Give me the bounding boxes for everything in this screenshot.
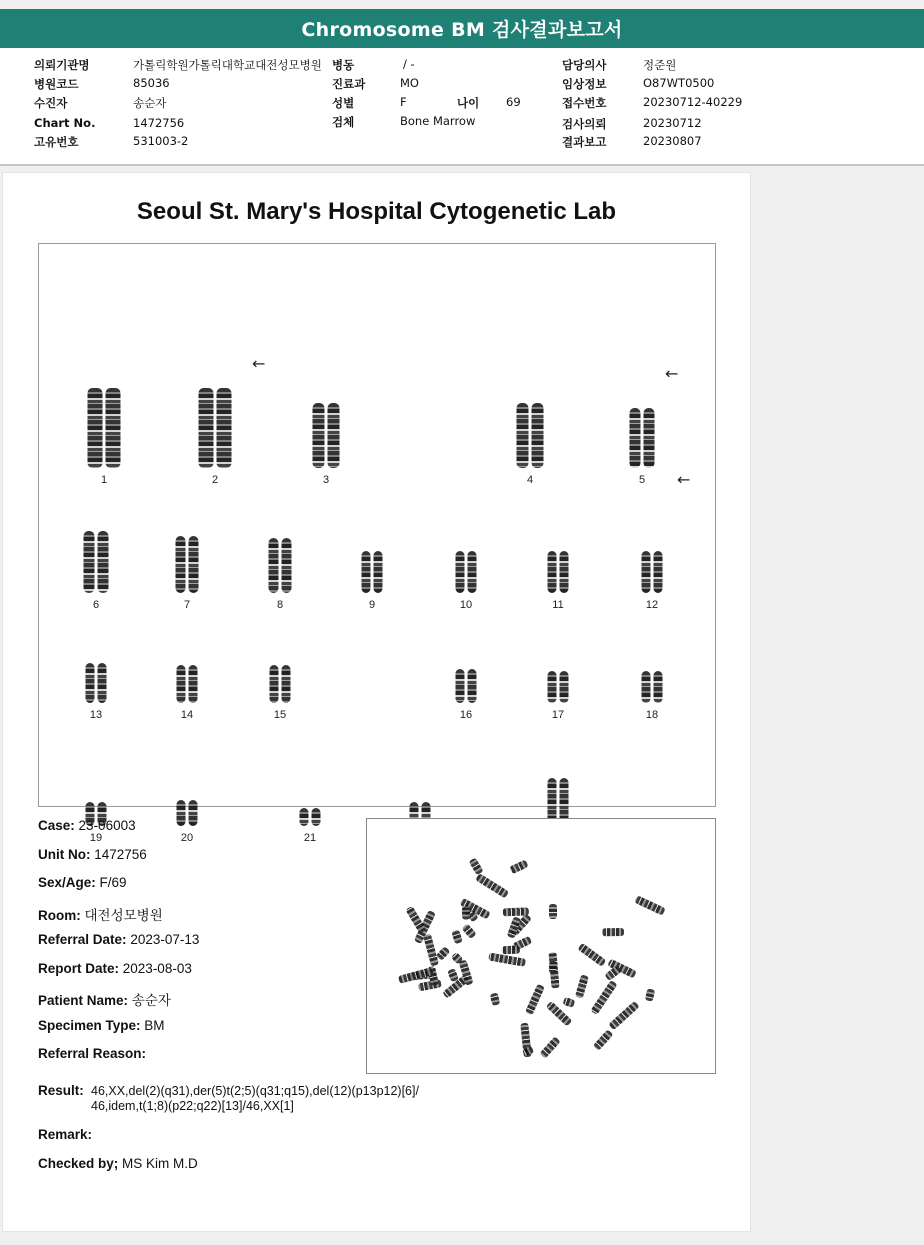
chromatid xyxy=(532,403,544,468)
chromosome-image xyxy=(548,671,569,703)
result-report-value: 20230807 xyxy=(643,134,702,148)
chromosome-pair-7 xyxy=(161,524,213,611)
chromosome-pair-10 xyxy=(440,539,492,611)
top-strip xyxy=(0,0,924,8)
chromatid xyxy=(98,531,109,593)
specimen-type-label: Specimen Type: xyxy=(38,1018,141,1033)
chromosome-image xyxy=(177,665,198,703)
remark-label: Remark: xyxy=(38,1127,93,1142)
sexage-label: Sex/Age: xyxy=(38,875,96,890)
chromatid xyxy=(282,538,292,593)
referral-reason-line xyxy=(38,1046,146,1061)
chromatid xyxy=(630,408,641,468)
chromosome-pair-2 xyxy=(189,376,241,486)
chromosome-label: 21 xyxy=(303,832,317,844)
chromosome-label: 15 xyxy=(273,709,287,721)
arrow-icon: ← xyxy=(665,364,679,383)
metaphase-chromosome xyxy=(503,908,529,917)
request-label: 검사의뢰 xyxy=(562,117,607,131)
case-label: Case: xyxy=(38,818,75,833)
chromatid xyxy=(517,403,529,468)
unit-line xyxy=(38,847,147,862)
chromosome-image xyxy=(177,800,198,826)
chromosome-pair-20 xyxy=(161,788,213,844)
metaphase-chromosome xyxy=(489,992,500,1006)
metaphase-chromosome xyxy=(578,943,607,967)
chromosome-pair-18 xyxy=(626,659,678,721)
chromosome-pair-9 xyxy=(346,539,398,611)
chromosome-image xyxy=(630,408,655,468)
report-date-line xyxy=(38,961,192,976)
chromosome-label: 19 xyxy=(89,832,103,844)
metaphase-chromosome xyxy=(549,960,558,973)
arrow-icon: ← xyxy=(252,354,266,373)
chromosome-label: 6 xyxy=(92,599,100,611)
chromatid xyxy=(468,669,477,703)
chromosome-pair-6 xyxy=(70,519,122,611)
chromosome-image xyxy=(88,388,121,468)
chromosome-pair-4 xyxy=(504,391,556,486)
dept-label: 진료과 xyxy=(332,77,366,91)
chromosome-label: 11 xyxy=(552,599,564,611)
report-date-label: Report Date: xyxy=(38,961,120,976)
referral-date-label: Referral Date: xyxy=(38,932,127,947)
referral-reason-label: Referral Reason: xyxy=(38,1046,147,1061)
institution-label: 의뢰기관명 xyxy=(34,58,90,72)
chromosome-image xyxy=(199,388,232,468)
unique-label: 고유번호 xyxy=(34,135,79,149)
metaphase-image xyxy=(366,818,716,1074)
metaphase-chromosome xyxy=(604,965,622,981)
room-line xyxy=(38,904,163,924)
sexage-line xyxy=(38,875,127,890)
report-title: Chromosome BM 검사결과보고서 xyxy=(301,19,623,41)
chromatid xyxy=(313,403,325,468)
chromatid xyxy=(282,665,291,703)
report-title-bar xyxy=(0,9,924,48)
case-value: 23-06003 xyxy=(78,818,136,833)
metaphase-chromosome xyxy=(488,952,526,966)
patient-line xyxy=(38,989,171,1009)
chromatid xyxy=(456,551,465,593)
chromatid xyxy=(328,403,340,468)
chromatid xyxy=(654,671,663,703)
chromatid xyxy=(189,665,198,703)
metaphase-chromosome xyxy=(510,860,529,875)
metaphase-chromosome xyxy=(502,946,520,955)
unit-label: Unit No: xyxy=(38,847,91,862)
patient-info-panel xyxy=(0,48,924,166)
report-date-value: 2023-08-03 xyxy=(122,961,192,976)
chromatid xyxy=(199,388,214,468)
chromatid xyxy=(642,671,651,703)
checked-value: MS Kim M.D xyxy=(122,1156,198,1171)
doctor-value: 정준원 xyxy=(643,58,677,72)
chromosome-pair-15 xyxy=(254,653,306,721)
chromatid xyxy=(269,538,279,593)
chromosome-pair-16 xyxy=(440,657,492,721)
chart-label: Chart No. xyxy=(34,116,96,130)
case-line xyxy=(38,818,136,833)
doctor-label: 담당의사 xyxy=(562,58,607,72)
sexage-value: F/69 xyxy=(99,875,127,890)
chromosome-label: 3 xyxy=(322,474,330,486)
arrow-icon: ← xyxy=(677,470,691,489)
chromatid xyxy=(106,388,121,468)
chromosome-pair-17 xyxy=(532,659,584,721)
sex-label: 성별 xyxy=(332,96,355,110)
chromatid xyxy=(456,669,465,703)
chromatid xyxy=(644,408,655,468)
chromosome-label: 13 xyxy=(89,709,103,721)
patient-label: Patient Name: xyxy=(38,993,129,1008)
ward-value: / - xyxy=(403,57,415,71)
chromosome-image xyxy=(456,669,477,703)
metaphase-chromosome xyxy=(462,907,470,920)
request-value: 20230712 xyxy=(643,116,702,130)
chromosome-pair-21 xyxy=(284,796,336,844)
chromosome-image xyxy=(642,551,663,593)
checked-label: Checked by; xyxy=(38,1156,119,1171)
karyotype-line-2: 46,idem,t(1;8)(p22;q22)[13]/46,XX[1] xyxy=(91,1099,294,1113)
metaphase-chromosome xyxy=(525,984,545,1015)
chromosome-image xyxy=(176,536,199,593)
specimen-value: Bone Marrow xyxy=(400,114,476,128)
chromatid xyxy=(88,388,103,468)
metaphase-chromosome xyxy=(645,988,655,1002)
chromatid xyxy=(468,551,477,593)
chromosome-pair-5 xyxy=(616,396,668,486)
sex-value: F xyxy=(400,95,407,109)
chromatid xyxy=(189,800,198,826)
chromosome-image xyxy=(300,808,321,826)
clinical-value: O87WT0500 xyxy=(643,76,715,90)
chromosome-image xyxy=(362,551,383,593)
checked-line xyxy=(38,1156,198,1171)
chromosome-pair-14 xyxy=(161,653,213,721)
chromosome-image xyxy=(456,551,477,593)
chromosome-pair-8 xyxy=(254,526,306,611)
chromosome-pair-3 xyxy=(300,391,352,486)
chromatid xyxy=(86,663,95,703)
specimen-type-value: BM xyxy=(144,1018,165,1033)
metaphase-chromosome xyxy=(468,857,483,875)
chromatid xyxy=(548,671,557,703)
metaphase-chromosome xyxy=(608,1000,639,1029)
patient-value: 송순자 xyxy=(131,993,171,1008)
lab-title: Seoul St. Mary's Hospital Cytogenetic Lab xyxy=(136,198,617,225)
metaphase-chromosome xyxy=(475,873,509,899)
chromosome-image xyxy=(517,403,544,468)
chromatid xyxy=(560,671,569,703)
result-label: Result: xyxy=(38,1083,84,1098)
chromosome-image xyxy=(642,671,663,703)
institution-value: 가톨릭학원가톨릭대학교대전성모병원 xyxy=(133,58,322,72)
chromatid xyxy=(300,808,309,826)
chromosome-label: 4 xyxy=(526,474,534,486)
remark-line xyxy=(38,1127,92,1142)
chromosome-label: 12 xyxy=(645,599,659,611)
metaphase-chromosome xyxy=(591,980,618,1015)
examinee-value: 송순자 xyxy=(133,96,167,110)
specimen-type-line xyxy=(38,1018,165,1033)
chromosome-label: 5 xyxy=(638,474,646,486)
chromatid xyxy=(98,663,107,703)
chart-value: 1472756 xyxy=(133,116,185,130)
metaphase-chromosome xyxy=(563,997,576,1008)
chromatid xyxy=(548,551,557,593)
chromosome-label: 1 xyxy=(100,474,108,486)
chromosome-pair-12 xyxy=(626,539,678,611)
chromatid xyxy=(560,551,569,593)
chromosome-label: 8 xyxy=(276,599,284,611)
chromosome-label: 20 xyxy=(180,832,194,844)
chromatid xyxy=(642,551,651,593)
chromatid xyxy=(84,531,95,593)
hospital-code-value: 85036 xyxy=(133,76,170,90)
chromosome-image xyxy=(548,551,569,593)
chromosome-label: 14 xyxy=(180,709,194,721)
metaphase-chromosome xyxy=(549,904,557,919)
chromatid xyxy=(189,536,199,593)
specimen-label: 검체 xyxy=(332,115,355,129)
room-label: Room: xyxy=(38,908,81,923)
metaphase-chromosome xyxy=(634,896,665,916)
chromosome-pair-19 xyxy=(70,790,122,844)
chromosome-image xyxy=(313,403,340,468)
age-label: 나이 xyxy=(457,96,480,110)
chromosome-label: 16 xyxy=(459,709,473,721)
chromosome-label: 9 xyxy=(368,599,376,611)
age-value: 69 xyxy=(506,95,521,109)
chromosome-image xyxy=(270,665,291,703)
referral-date-value: 2023-07-13 xyxy=(130,932,200,947)
chromosome-image xyxy=(269,538,292,593)
metaphase-chromosome xyxy=(593,1029,614,1051)
result-line xyxy=(38,1083,84,1098)
room-value: 대전성모병원 xyxy=(84,908,163,923)
examinee-label: 수진자 xyxy=(34,96,68,110)
metaphase-chromosome xyxy=(575,974,589,998)
chromosome-label: 10 xyxy=(459,599,473,611)
chromosome-image xyxy=(84,531,109,593)
chromosome-image xyxy=(86,663,107,703)
metaphase-chromosome xyxy=(423,934,439,967)
chromatid xyxy=(654,551,663,593)
metaphase-chromosome xyxy=(539,1036,560,1059)
chromosome-pair-11 xyxy=(532,539,584,611)
unit-value: 1472756 xyxy=(94,847,147,862)
bottom-strip xyxy=(0,1232,924,1245)
chromosome-label: 18 xyxy=(645,709,659,721)
metaphase-chromosome xyxy=(451,929,463,944)
receipt-value: 20230712-40229 xyxy=(643,95,743,109)
chromosome-label: 2 xyxy=(211,474,219,486)
chromosome-pair-13 xyxy=(70,651,122,721)
karyotype-result xyxy=(91,1084,419,1114)
chromatid xyxy=(177,665,186,703)
chromatid xyxy=(312,808,321,826)
chromosome-label: 17 xyxy=(551,709,565,721)
chromatid xyxy=(362,551,371,593)
clinical-label: 임상정보 xyxy=(562,77,607,91)
result-report-label: 결과보고 xyxy=(562,135,607,149)
chromatid xyxy=(177,800,186,826)
chromosome-pair-1 xyxy=(78,376,130,486)
chromatid xyxy=(217,388,232,468)
karyotype-report xyxy=(2,172,751,1232)
chromosome-label: 7 xyxy=(183,599,191,611)
metaphase-chromosome xyxy=(602,928,624,936)
hospital-code-label: 병원코드 xyxy=(34,77,79,91)
chromatid xyxy=(176,536,186,593)
referral-date-line xyxy=(38,932,199,947)
metaphase-chromosome xyxy=(461,923,476,939)
receipt-label: 접수번호 xyxy=(562,96,607,110)
karyotype-line-1: 46,XX,del(2)(q31),der(5)t(2;5)(q31;q15),del(12)(p13p12)[6]/ xyxy=(91,1084,419,1098)
unique-value: 531003-2 xyxy=(133,134,189,148)
chromatid xyxy=(270,665,279,703)
chromatid xyxy=(374,551,383,593)
dept-value: MO xyxy=(400,76,419,90)
ward-label: 병동 xyxy=(332,58,355,72)
